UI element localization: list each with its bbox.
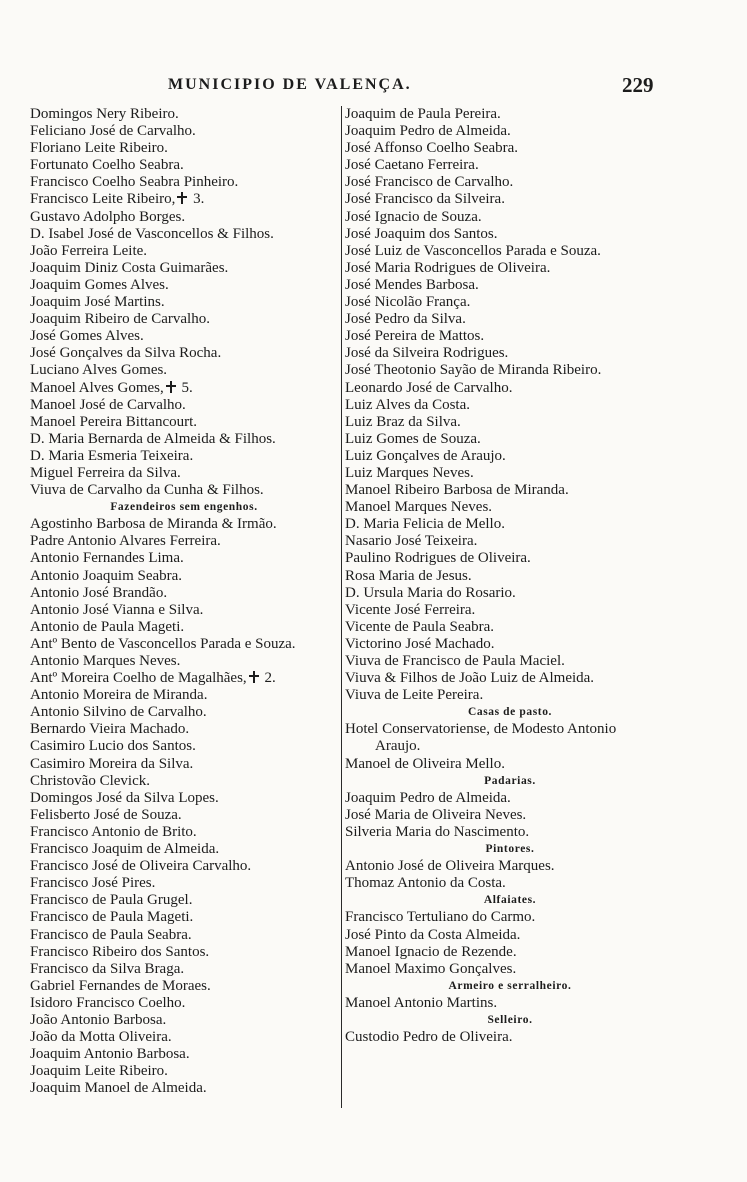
list-entry [30,619,338,636]
entry-text: Antonio Silvino de Carvalho. [30,704,207,721]
list-entry [345,311,675,328]
list-entry [30,243,338,260]
entry-text: Luiz Marques Neves. [345,464,474,481]
list-entry [30,1063,338,1080]
entry-text: José Nicolão França. [345,294,471,311]
entry-text: Manoel de Oliveira Mello. [345,755,505,772]
entry-text: Francisco da Silva Braga. [30,960,185,977]
list-entry [30,978,338,995]
list-entry [345,226,675,243]
list-entry [30,294,338,311]
running-header [0,73,747,98]
list-entry [30,362,338,379]
entry-text: Manoel Antonio Martins. [345,994,498,1011]
list-entry [30,380,338,397]
entry-text: Armeiro e serralheiro. [448,979,572,992]
entry-text: Floriano Leite Ribeiro. [30,140,168,157]
entry-text: Viuva de Leite Pereira. [345,687,484,704]
entry-text: José Pinto da Costa Almeida. [345,926,521,943]
list-entry [30,277,338,294]
entry-text: Casimiro Moreira da Silva. [30,755,194,772]
entry-text: Francisco de Paula Grugel. [30,892,193,909]
entry-suffix: 3. [189,191,205,208]
list-entry [345,243,675,260]
list-entry [30,140,338,157]
entry-text: José Mendes Barbosa. [345,276,479,293]
list-entry [30,1012,338,1029]
list-entry [30,995,338,1012]
entry-text: Antonio Moreira de Miranda. [30,687,208,704]
list-entry [30,892,338,909]
entry-text: D. Maria Bernarda de Almeida & Filhos. [30,430,276,447]
list-entry [345,756,675,773]
entry-text: Luiz Gonçalves de Araujo. [345,447,506,464]
list-entry [345,858,675,875]
column-divider [341,106,342,1108]
entry-text: João Ferreira Leite. [30,242,148,259]
list-entry [345,294,675,311]
entry-text: Francisco Antonio de Brito. [30,823,197,840]
list-entry [30,909,338,926]
entry-text: Antº Moreira Coelho de Magalhães, [30,670,247,687]
entry-text: Joaquim José Martins. [30,294,165,311]
list-entry [345,140,675,157]
list-entry [345,636,675,653]
entry-text: Feliciano José de Carvalho. [30,123,196,140]
entry-text: Padarias. [484,774,536,787]
list-entry [345,482,675,499]
entry-text: José Gonçalves da Silva Rocha. [30,345,222,362]
entry-text: José da Silveira Rodrigues. [345,345,509,362]
entry-text: Luciano Alves Gomes. [30,362,168,379]
left-column [30,106,338,1097]
list-entry [30,773,338,790]
list-entry [345,790,675,807]
list-entry [345,568,675,585]
list-entry [30,123,338,140]
list-entry [30,448,338,465]
entry-text: Joaquim Manoel de Almeida. [30,1080,207,1097]
entry-text: João Antonio Barbosa. [30,1011,167,1028]
entry-text: Manoel José de Carvalho. [30,396,186,413]
list-entry [30,157,338,174]
entry-text: Gabriel Fernandes de Moraes. [30,977,211,994]
entry-text: Antonio José Brandão. [30,584,168,601]
list-entry [30,1080,338,1097]
list-entry [30,328,338,345]
entry-text: Casas de pasto. [467,706,553,719]
list-entry [345,875,675,892]
entry-text: Selleiro. [487,1013,533,1026]
list-entry [30,191,338,208]
list-entry [345,807,675,824]
entry-text: Fortunato Coelho Seabra. [30,157,184,174]
entry-text: Antonio de Paula Mageti. [30,618,185,635]
list-entry [30,944,338,961]
list-entry [30,927,338,944]
list-entry [30,807,338,824]
list-entry [345,465,675,482]
list-entry [30,585,338,602]
list-entry [30,550,338,567]
list-entry [30,1029,338,1046]
entry-text: Joaquim Gomes Alves. [30,276,169,293]
order-cross-icon [177,192,187,204]
list-entry [345,824,675,841]
entry-text: Nasario José Teixeira. [345,533,478,550]
entry-text: Viuva de Carvalho da Cunha & Filhos. [30,482,264,499]
list-entry [345,106,675,123]
entry-text: Christovão Clevick. [30,772,150,789]
section-heading [345,704,675,721]
list-entry [345,602,675,619]
list-entry [30,345,338,362]
entry-text: José Ignacio de Souza. [345,208,482,225]
list-entry [30,431,338,448]
entry-text: Joaquim Diniz Costa Guimarães. [30,259,229,276]
list-entry [30,174,338,191]
entry-text: Antonio Joaquim Seabra. [30,567,183,584]
list-entry [345,619,675,636]
list-entry [345,550,675,567]
entry-text: Francisco José de Oliveira Carvalho. [30,858,252,875]
entry-text: Joaquim Ribeiro de Carvalho. [30,311,210,328]
list-entry [345,995,675,1012]
entry-text: Fazendeiros sem engenhos. [110,501,258,514]
entry-text: João da Motta Oliveira. [30,1029,172,1046]
entry-text: Alfaiates. [483,894,537,907]
list-entry [345,448,675,465]
list-entry [30,516,338,533]
entry-text: D. Isabel José de Vasconcellos & Filhos. [30,225,274,242]
list-entry [345,944,675,961]
list-entry [30,653,338,670]
entry-text: Pintores. [485,843,535,856]
entry-text: Victorino José Machado. [345,635,495,652]
list-entry [345,1029,675,1046]
right-column [345,106,675,1046]
entry-text: José Affonso Coelho Seabra. [345,140,519,157]
section-heading [345,1012,675,1029]
section-heading [30,499,338,516]
entry-text: Joaquim Pedro de Almeida. [345,123,511,140]
entry-text: Francisco de Paula Seabra. [30,926,192,943]
list-entry [30,465,338,482]
entry-text: José Francisco da Silveira. [345,191,505,208]
entry-text: Araujo. [375,738,421,755]
entry-text: Agostinho Barbosa de Miranda & Irmão. [30,516,277,533]
list-entry [345,721,675,738]
entry-text: Manoel Pereira Bittancourt. [30,413,198,430]
entry-text: Joaquim Leite Ribeiro. [30,1063,168,1080]
entry-text: Luiz Braz da Silva. [345,413,461,430]
section-heading [345,773,675,790]
entry-text: José Pedro da Silva. [345,311,466,328]
list-entry [345,687,675,704]
list-entry [345,738,675,755]
list-entry [30,721,338,738]
list-entry [30,1046,338,1063]
entry-text: Viuva & Filhos de João Luiz de Almeida. [345,670,595,687]
list-entry [30,704,338,721]
list-entry [30,106,338,123]
entry-text: Hotel Conservatoriense, de Modesto Antonio [345,721,617,738]
list-entry [30,961,338,978]
entry-text: Francisco Ribeiro dos Santos. [30,943,210,960]
entry-text: José Francisco de Carvalho. [345,174,514,191]
entry-text: José Joaquim dos Santos. [345,225,498,242]
list-entry [345,927,675,944]
page-number: 229 [622,73,654,97]
list-entry [345,585,675,602]
list-entry [30,756,338,773]
list-entry [30,568,338,585]
list-entry [345,209,675,226]
entry-text: Domingos José da Silva Lopes. [30,789,219,806]
list-entry [345,345,675,362]
entry-text: Joaquim Pedro de Almeida. [345,789,511,806]
list-entry [30,687,338,704]
entry-text: Francisco Tertuliano do Carmo. [345,909,536,926]
entry-text: Joaquim Antonio Barbosa. [30,1046,190,1063]
list-entry [345,414,675,431]
entry-text: José Caetano Ferreira. [345,157,479,174]
entry-text: Luiz Gomes de Souza. [345,430,481,447]
list-entry [345,909,675,926]
list-entry [30,824,338,841]
list-entry [30,414,338,431]
entry-text: Felisberto José de Souza. [30,806,182,823]
entry-text: Antonio José Vianna e Silva. [30,601,204,618]
list-entry [30,533,338,550]
list-entry [30,260,338,277]
list-entry [345,670,675,687]
list-entry [345,397,675,414]
list-entry [30,602,338,619]
entry-text: Manoel Maximo Gonçalves. [345,960,517,977]
list-entry [345,362,675,379]
entry-text: Rosa Maria de Jesus. [345,567,472,584]
entry-text: Leonardo José de Carvalho. [345,379,513,396]
list-entry [30,790,338,807]
order-cross-icon [249,671,259,683]
entry-text: Francisco de Paula Mageti. [30,909,194,926]
order-cross-icon [166,381,176,393]
list-entry [30,311,338,328]
entry-text: Francisco Coelho Seabra Pinheiro. [30,174,239,191]
list-entry [345,533,675,550]
section-heading [345,841,675,858]
list-entry [30,875,338,892]
list-entry [345,328,675,345]
list-entry [345,174,675,191]
entry-text: Antº Bento de Vasconcellos Parada e Souza. [30,635,296,652]
entry-text: D. Maria Felicia de Mello. [345,516,505,533]
list-entry [345,516,675,533]
entry-text: Padre Antonio Alvares Ferreira. [30,533,221,550]
list-entry [345,653,675,670]
entry-text: Manoel Ribeiro Barbosa de Miranda. [345,482,569,499]
entry-text: Antonio José de Oliveira Marques. [345,858,555,875]
page-title: MUNICIPIO DE VALENÇA. [168,76,412,93]
list-entry [345,191,675,208]
entry-text: Luiz Alves da Costa. [345,396,470,413]
entry-text: Thomaz Antonio da Costa. [345,875,506,892]
entry-text: Domingos Nery Ribeiro. [30,106,179,122]
entry-text: D. Maria Esmeria Teixeira. [30,447,194,464]
list-entry [30,397,338,414]
section-heading [345,892,675,909]
entry-text: Viuva de Francisco de Paula Maciel. [345,653,565,669]
list-entry [30,636,338,653]
list-entry [345,380,675,397]
entry-text: Francisco José Pires. [30,875,156,892]
entry-text: Silveria Maria do Nascimento. [345,823,530,840]
entry-text: Vicente José Ferreira. [345,601,476,618]
entry-text: Manoel Ignacio de Rezende. [345,943,517,960]
entry-text: Custodio Pedro de Oliveira. [345,1029,513,1046]
entry-text: Paulino Rodrigues de Oliveira. [345,550,531,567]
entry-text: Francisco Leite Ribeiro, [30,191,176,208]
entry-text: Casimiro Lucio dos Santos. [30,738,196,755]
entry-text: Bernardo Vieira Machado. [30,721,190,738]
list-entry [30,858,338,875]
list-entry [30,738,338,755]
list-entry [30,209,338,226]
entry-text: José Maria Rodrigues de Oliveira. [345,259,551,276]
entry-text: D. Ursula Maria do Rosario. [345,584,516,601]
entry-text: José Maria de Oliveira Neves. [345,806,527,823]
entry-suffix: 2. [260,670,276,687]
list-entry [345,961,675,978]
entry-text: José Luiz de Vasconcellos Parada e Souza. [345,242,601,259]
entry-text: Miguel Ferreira da Silva. [30,464,181,481]
list-entry [345,123,675,140]
entry-text: Francisco Joaquim de Almeida. [30,841,220,858]
list-entry [345,431,675,448]
list-entry [345,260,675,277]
section-heading [345,978,675,995]
entry-text: Gustavo Adolpho Borges. [30,208,186,225]
entry-text: Vicente de Paula Seabra. [345,618,495,635]
entry-text: Manoel Alves Gomes, [30,379,164,396]
entry-text: Antonio Fernandes Lima. [30,550,184,567]
entry-text: José Theotonio Sayão de Miranda Ribeiro. [345,362,602,379]
list-entry [345,157,675,174]
entry-text: José Gomes Alves. [30,328,144,345]
list-entry [30,482,338,499]
list-entry [345,277,675,294]
entry-text: José Pereira de Mattos. [345,328,485,345]
entry-text: Joaquim de Paula Pereira. [345,106,501,122]
entry-text: Isidoro Francisco Coelho. [30,994,186,1011]
list-entry [30,670,338,687]
entry-suffix: 5. [177,379,193,396]
list-entry [30,226,338,243]
entry-text: Antonio Marques Neves. [30,653,181,669]
entry-text: Manoel Marques Neves. [345,499,493,516]
list-entry [345,499,675,516]
list-entry [30,841,338,858]
